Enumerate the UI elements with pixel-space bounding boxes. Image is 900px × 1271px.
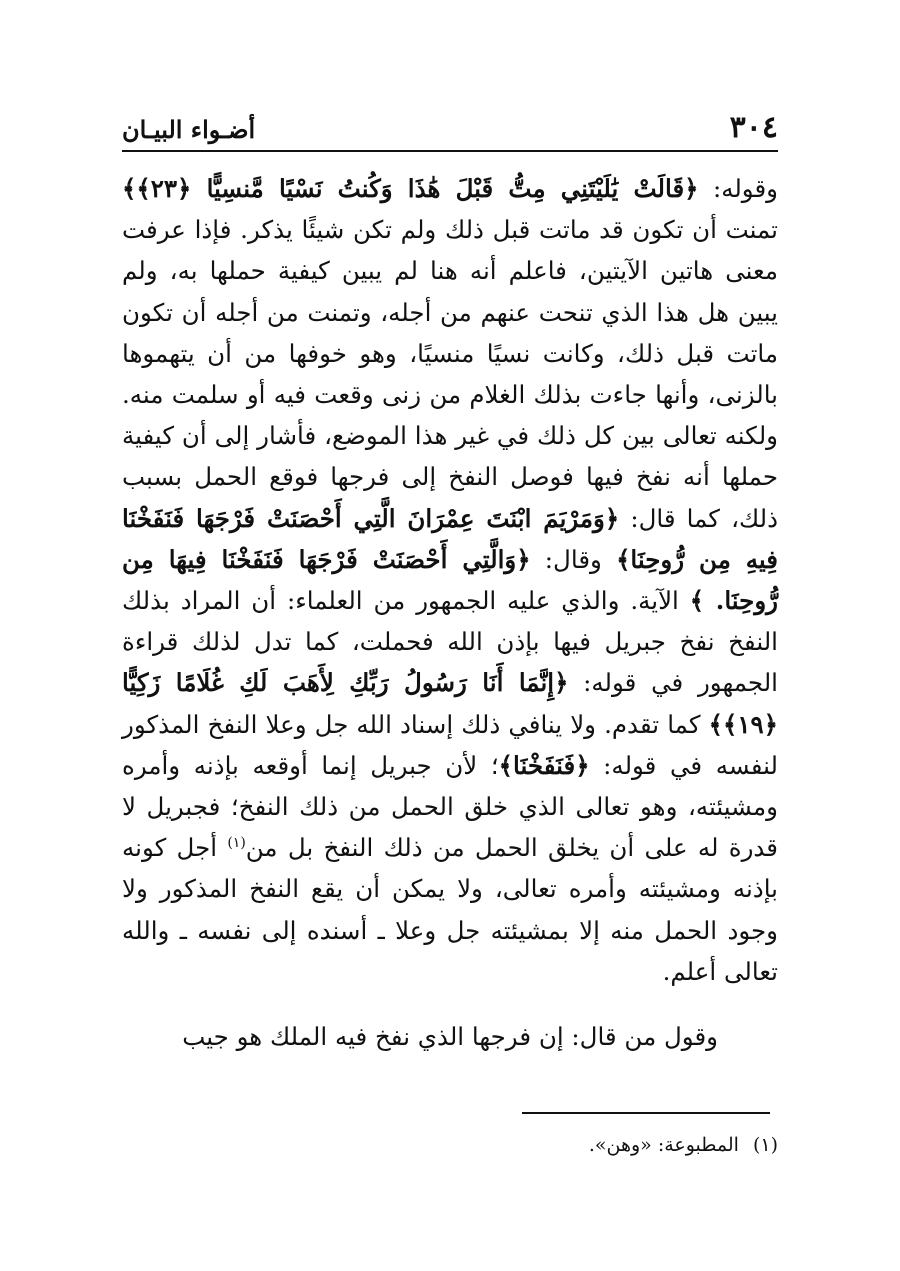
- footnote-divider: [522, 1112, 770, 1114]
- page-number: ٣٠٤: [729, 110, 778, 145]
- quran-verse: ﴿إِنَّمَا أَنَا رَسُولُ رَبِّكِ لِأَهَبَ لَكِ غُلَامًا زَكِيًّا ﴿١٩﴾﴾: [122, 668, 778, 739]
- text-segment: وقوله:: [698, 174, 779, 203]
- paragraph-1: [122, 168, 778, 992]
- quran-verse: ﴿وَالَّتِي أَحْصَنَتْ فَرْجَهَا فَنَفَخْنَا فِيهَا مِن رُّوحِنَا. ﴾: [122, 544, 778, 616]
- text-segment: الآية. والذي عليه الجمهور من العلماء: أن المراد بذلك النفخ نفخ جبريل فيها بإذن الله فحملت، كما تدل لذلك قراءة الجمهور في قوله:: [122, 586, 778, 698]
- footnote-number: (١): [752, 1134, 778, 1156]
- text-segment: أجل كونه بإذنه ومشيئته وأمره تعالى، ولا يمكن أن يقع النفخ المذكور ولا وجود الحمل منه إلا بمشيئته جل وعلا ـ أسنده إلى نفسه ـ والله تعالى أعلم.: [122, 833, 778, 986]
- footnote: [122, 1132, 778, 1158]
- quran-verse: ﴿فَنَفَخْنَا﴾: [498, 750, 590, 780]
- text-segment: كما تقدم. ولا ينافي ذلك إسناد الله جل وعلا النفخ المذكور لنفسه في قوله:: [122, 709, 778, 780]
- footnote-text: المطبوعة: «وهن».: [588, 1134, 739, 1156]
- page-header: [122, 110, 778, 152]
- quran-verse: ﴿قَالَتْ يَٰلَيْتَنِي مِتُّ قَبْلَ هَٰذَا وَكُنتُ نَسْيًا مَّنسِيًّا ﴿٢٣﴾﴾: [122, 174, 699, 203]
- running-title: أضـواء البيـان: [122, 115, 256, 144]
- paragraph-2: وقول من قال: إن فرجها الذي نفخ فيه الملك هو جيب: [182, 1022, 718, 1052]
- main-text: [122, 168, 778, 1057]
- text-segment: وقال:: [530, 544, 617, 574]
- text-segment: ؛ لأن جبريل إنما أوقعه بإذنه وأمره ومشيئته، وهو تعالى الذي خلق الحمل من ذلك النفخ؛ فجبريل لا قدرة له على أن يخلق الحمل من ذلك النفخ بل من: [122, 750, 778, 863]
- footnote-reference[interactable]: (١): [227, 835, 246, 852]
- quran-verse: ﴿وَمَرْيَمَ ابْنَتَ عِمْرَانَ الَّتِي أَحْصَنَتْ فَرْجَهَا فَنَفَخْنَا فِيهِ مِن رُّوحِنَا﴾: [122, 503, 779, 574]
- text-segment: تمنت أن تكون قد ماتت قبل ذلك ولم تكن شيئًا يذكر. فإذا عرفت معنى هاتين الآيتين، فاعلم أنه هنا لم يبين كيفية حملها به، ولم يبين هل هذا الذي تنحت عنهم من أجله، وتمنت من أجله أن تكون ماتت قبل ذلك، وكانت نسيًا منسيًا، وهو خوفها من أن يتهموها بالزنى، وأنها جاءت بذلك الغلام من زنى وقعت فيه أو سلمت منه. ولكنه تعالى بين كل ذلك في غير هذا الموضع، فأشار إلى أن كيفية حملها أنه نفخ فيها فوصل النفخ إلى فرجها فوقع الحمل بسبب ذلك، كما قال:: [122, 215, 778, 533]
